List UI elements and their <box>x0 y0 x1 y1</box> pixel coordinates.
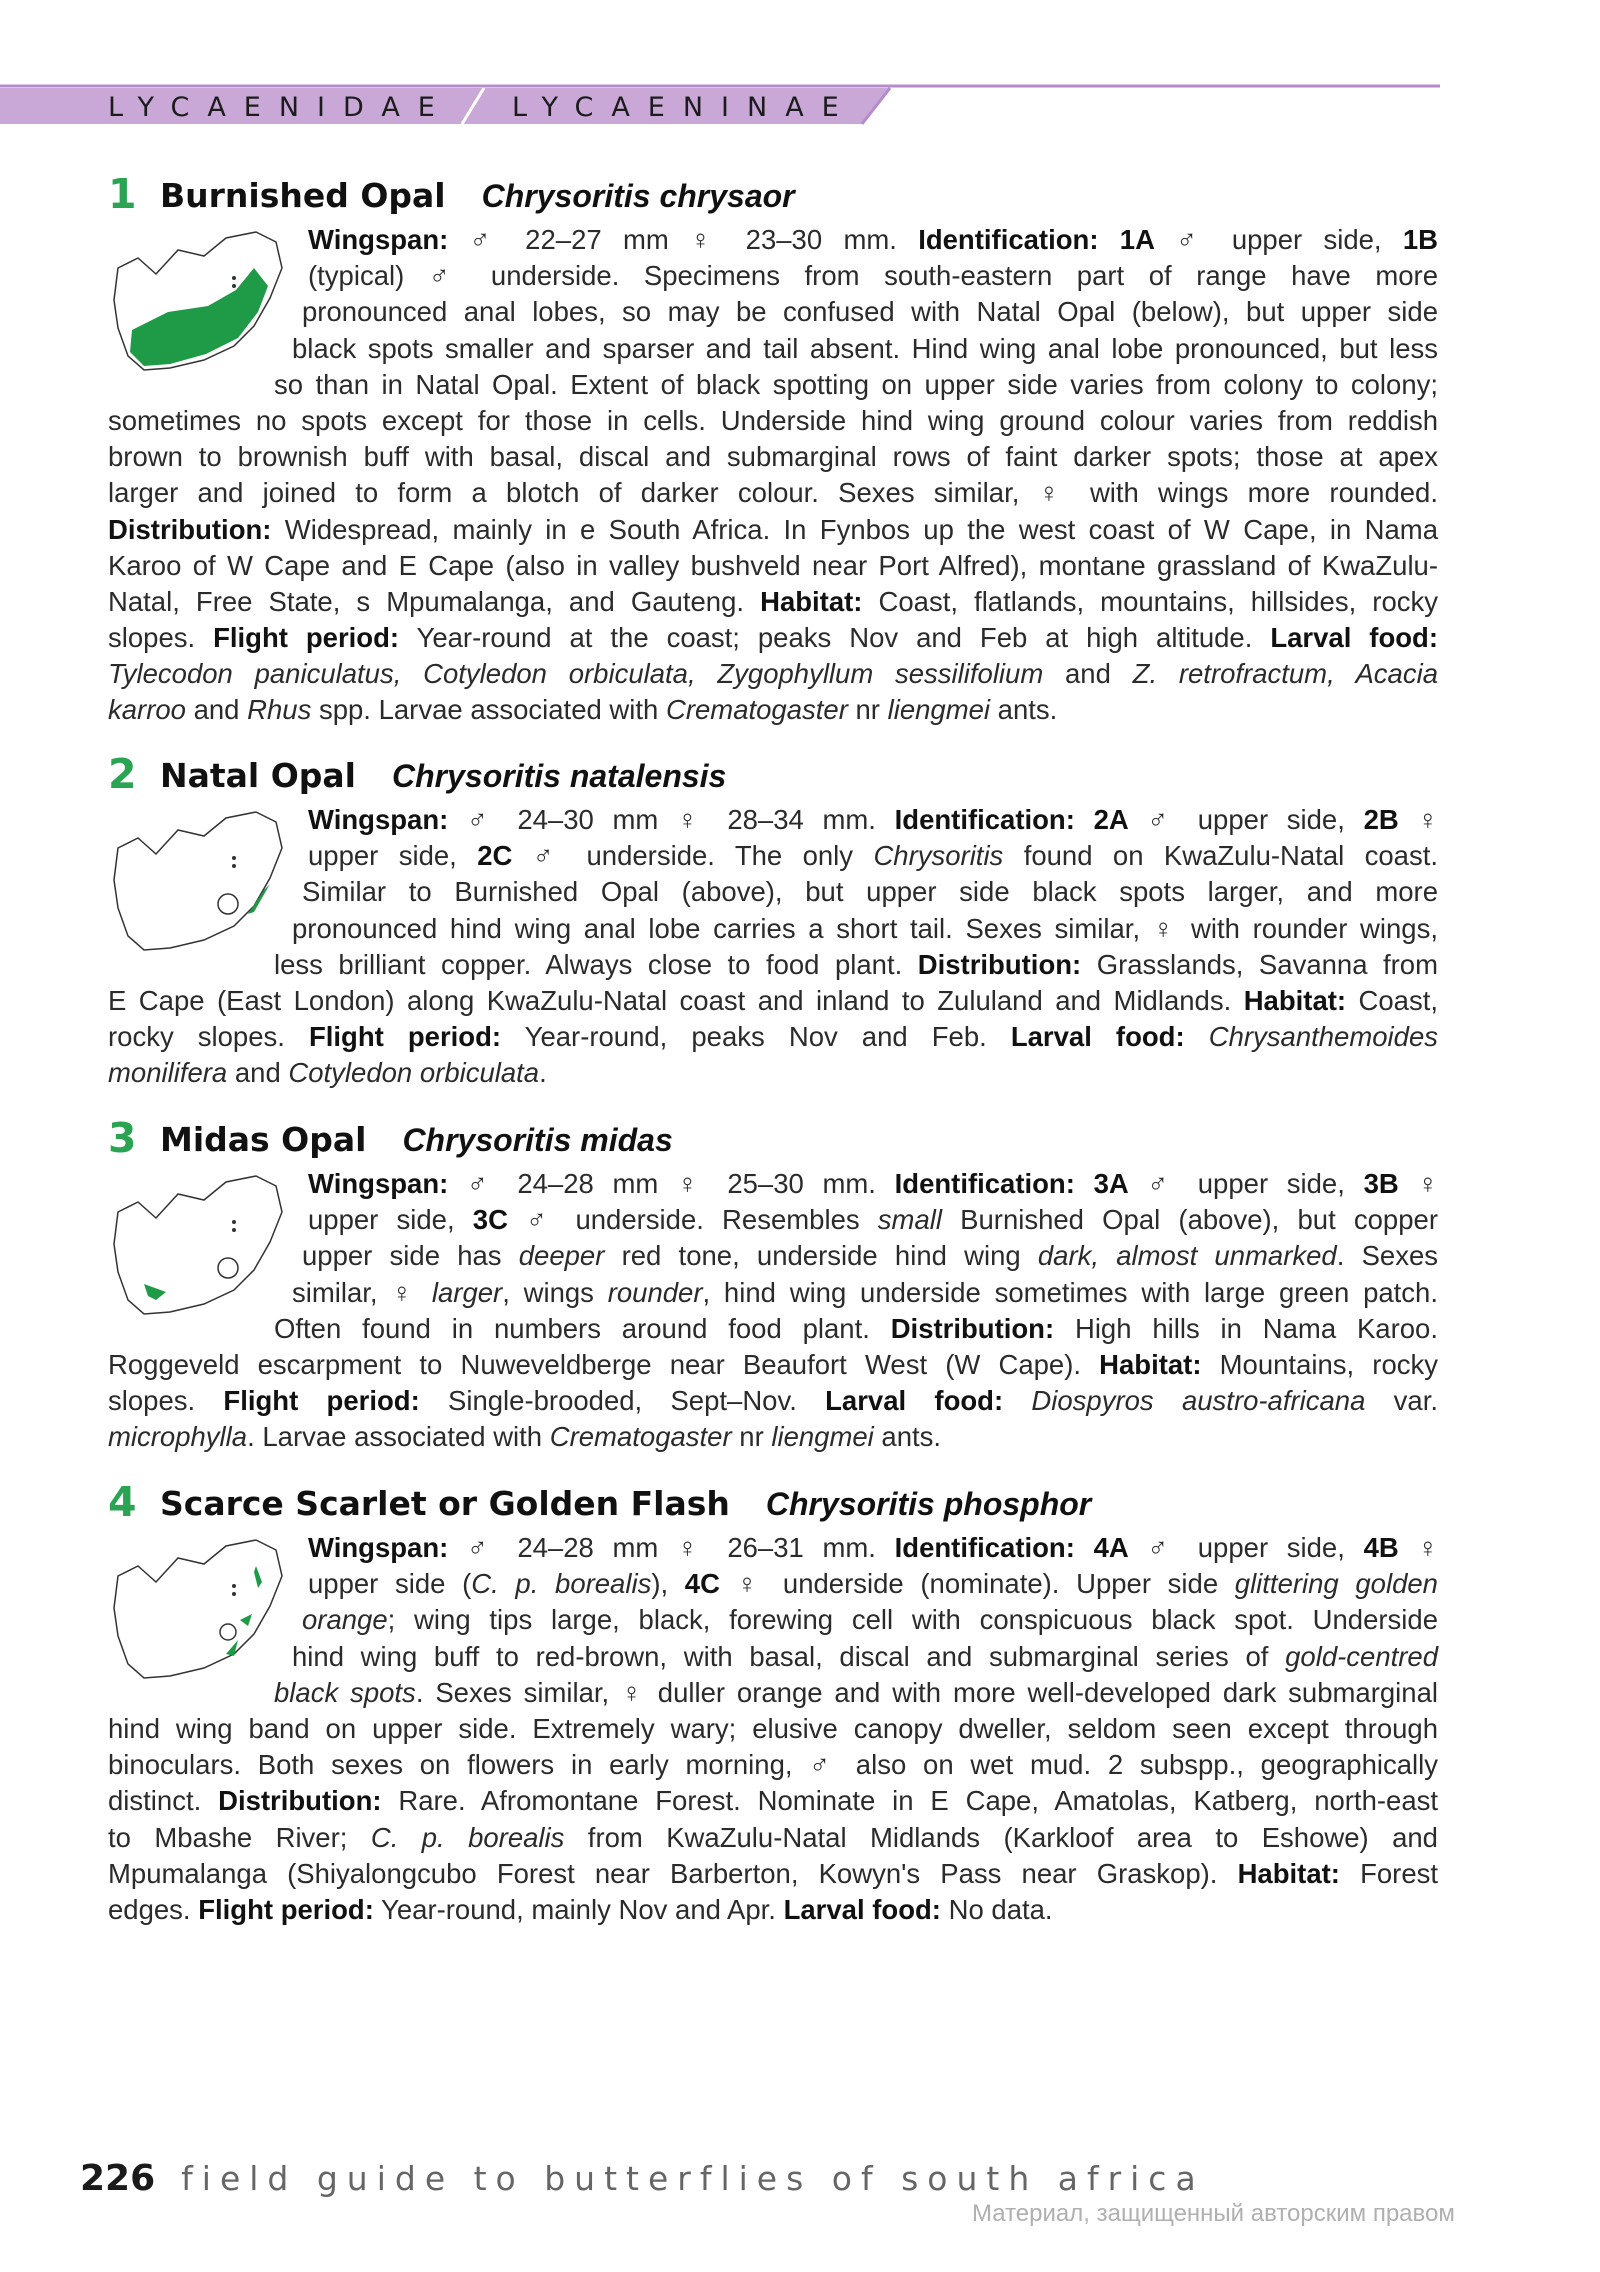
distribution-map <box>108 1536 293 1696</box>
description-line: to Mbashe River; C. p. borealis from KwaZulu-Natal Midlands (Karkloof area to Eshowe) and <box>108 1821 1438 1853</box>
description-line: hind wing band on upper side. Extremely wary; elusive canopy dweller, seldom seen except through <box>108 1712 1438 1744</box>
species-entry <box>108 750 1439 1092</box>
description-line: microphylla. Larvae associated with Crematogaster nr liengmei ants. <box>108 1421 942 1453</box>
subfamily-name: LYCAENINAE <box>512 92 857 123</box>
species-heading <box>108 1114 1438 1166</box>
species-number: 2 <box>108 750 137 798</box>
description-line: binoculars. Both sexes on flowers in early morning, ♂ also on wet mud. 2 subspp., geographically <box>108 1749 1438 1781</box>
description-line: Wingspan: ♂ 22–27 mm ♀ 23–30 mm. Identification: 1A ♂ upper side, 1B <box>308 224 1439 255</box>
description-line: sometimes no spots except for those in cells. Underside hind wing ground colour varies from reddish <box>108 404 1438 436</box>
species-number: 3 <box>108 1114 137 1162</box>
page-number: 226 <box>80 2158 156 2199</box>
species-description <box>108 1166 1438 1456</box>
species-description <box>108 802 1438 1092</box>
distribution-map <box>108 808 293 968</box>
species-heading <box>108 170 1438 222</box>
description-line: Roggeveld escarpment to Nuweveldberge near Beaufort West (W Cape). Habitat: Mountains, rocky <box>108 1348 1438 1380</box>
description-line: karroo and Rhus spp. Larvae associated with Crematogaster nr liengmei ants. <box>108 694 1058 726</box>
description-line: Natal, Free State, s Mpumalanga, and Gauteng. Habitat: Coast, flatlands, mountains, hillsides, rocky <box>108 585 1438 617</box>
description-line: slopes. Flight period: Year-round at the coast; peaks Nov and Feb at high altitude. Larval food: <box>108 622 1439 654</box>
common-name: Scarce Scarlet or Golden Flash Chrysoritis phosphor <box>160 1484 1092 1523</box>
common-name: Midas Opal Chrysoritis midas <box>160 1120 673 1159</box>
description-line: so than in Natal Opal. Extent of black spotting on upper side varies from colony to colony; <box>274 368 1438 400</box>
species-description <box>108 222 1438 729</box>
species-heading <box>108 1478 1438 1530</box>
description-line: larger and joined to form a blotch of darker colour. Sexes similar, ♀ with wings more rounded. <box>108 477 1438 509</box>
description-line: edges. Flight period: Year-round, mainly Nov and Apr. Larval food: No data. <box>108 1893 1053 1925</box>
description-line: upper side, 2C ♂ underside. The only Chrysoritis found on KwaZulu-Natal coast. <box>308 840 1438 872</box>
species-entry <box>108 170 1439 729</box>
section-header <box>0 84 1440 126</box>
description-line: Mpumalanga (Shiyalongcubo Forest near Barberton, Kowyn's Pass near Graskop). Habitat: Forest <box>108 1857 1439 1889</box>
species-entry <box>108 1478 1439 1928</box>
scientific-name: Chrysoritis natalensis <box>392 758 727 794</box>
family-name: LYCAENIDAE <box>108 92 453 123</box>
common-name: Natal Opal Chrysoritis natalensis <box>160 756 727 795</box>
scientific-name: Chrysoritis phosphor <box>765 1486 1092 1522</box>
description-line: hind wing buff to red-brown, with basal, discal and submarginal series of gold-centred <box>292 1640 1438 1672</box>
species-number: 1 <box>108 170 137 218</box>
distribution-map <box>108 228 293 388</box>
description-line: Wingspan: ♂ 24–28 mm ♀ 25–30 mm. Identification: 3A ♂ upper side, 3B ♀ <box>308 1168 1439 1199</box>
book-title: field guide to butterflies of south africa <box>181 2159 1205 2198</box>
scientific-name: Chrysoritis chrysaor <box>481 178 795 214</box>
description-line: E Cape (East London) along KwaZulu-Natal coast and inland to Zululand and Midlands. Habitat: Coast, <box>108 984 1438 1016</box>
description-line: Similar to Burnished Opal (above), but upper side black spots larger, and more <box>302 876 1438 908</box>
description-line: (typical) ♂ underside. Specimens from south-eastern part of range have more <box>308 260 1438 292</box>
species-entry <box>108 1114 1439 1456</box>
common-name: Burnished Opal Chrysoritis chrysaor <box>160 176 795 215</box>
species-number: 4 <box>108 1478 137 1526</box>
copyright-watermark: Материал, защищенный авторским правом <box>972 2200 1455 2227</box>
description-line: pronounced hind wing anal lobe carries a short tail. Sexes similar, ♀ with rounder wings, <box>292 912 1438 944</box>
description-line: brown to brownish buff with basal, discal and submarginal rows of faint darker spots; those at apex <box>108 441 1438 473</box>
description-line: distinct. Distribution: Rare. Afromontane Forest. Nominate in E Cape, Amatolas, Katberg, north-east <box>108 1785 1439 1817</box>
description-line: less brilliant copper. Always close to food plant. Distribution: Grasslands, Savanna from <box>274 948 1438 980</box>
description-line: similar, ♀ larger, wings rounder, hind wing underside sometimes with large green patch. <box>292 1276 1438 1308</box>
description-line: upper side has deeper red tone, underside hind wing dark, almost unmarked. Sexes <box>302 1240 1438 1272</box>
description-line: pronounced anal lobes, so may be confused with Natal Opal (below), but upper side <box>302 296 1438 328</box>
description-line: Wingspan: ♂ 24–28 mm ♀ 26–31 mm. Identification: 4A ♂ upper side, 4B ♀ <box>308 1532 1439 1563</box>
description-line: black spots smaller and sparser and tail absent. Hind wing anal lobe pronounced, but less <box>292 332 1438 364</box>
species-description <box>108 1530 1438 1928</box>
species-heading <box>108 750 1438 802</box>
description-line: black spots. Sexes similar, ♀ duller orange and with more well-developed dark submarginal <box>274 1676 1438 1708</box>
description-line: Distribution: Widespread, mainly in e South Africa. In Fynbos up the west coast of W Cape, in Nama <box>108 513 1438 545</box>
description-line: Tylecodon paniculatus, Cotyledon orbiculata, Zygophyllum sessilifolium and Z. retrofractum, Acacia <box>108 658 1439 690</box>
description-line: monilifera and Cotyledon orbiculata. <box>108 1057 547 1089</box>
description-line: rocky slopes. Flight period: Year-round, peaks Nov and Feb. Larval food: Chrysanthemoides <box>108 1021 1438 1053</box>
page-footer <box>80 2158 1205 2199</box>
description-line: Often found in numbers around food plant. Distribution: High hills in Nama Karoo. <box>274 1312 1438 1344</box>
description-line: upper side (C. p. borealis), 4C ♀ underside (nominate). Upper side glittering golden <box>308 1568 1438 1600</box>
description-line: upper side, 3C ♂ underside. Resembles small Burnished Opal (above), but copper <box>308 1204 1438 1236</box>
distribution-map <box>108 1172 293 1332</box>
description-line: slopes. Flight period: Single-brooded, Sept–Nov. Larval food: Diospyros austro-africana var. <box>108 1385 1438 1417</box>
description-line: Karoo of W Cape and E Cape (also in valley bushveld near Port Alfred), montane grassland of KwaZulu- <box>108 549 1438 581</box>
description-line: orange; wing tips large, black, forewing cell with conspicuous black spot. Underside <box>302 1604 1438 1636</box>
description-line: Wingspan: ♂ 24–30 mm ♀ 28–34 mm. Identification: 2A ♂ upper side, 2B ♀ <box>308 804 1439 835</box>
scientific-name: Chrysoritis midas <box>402 1122 673 1158</box>
